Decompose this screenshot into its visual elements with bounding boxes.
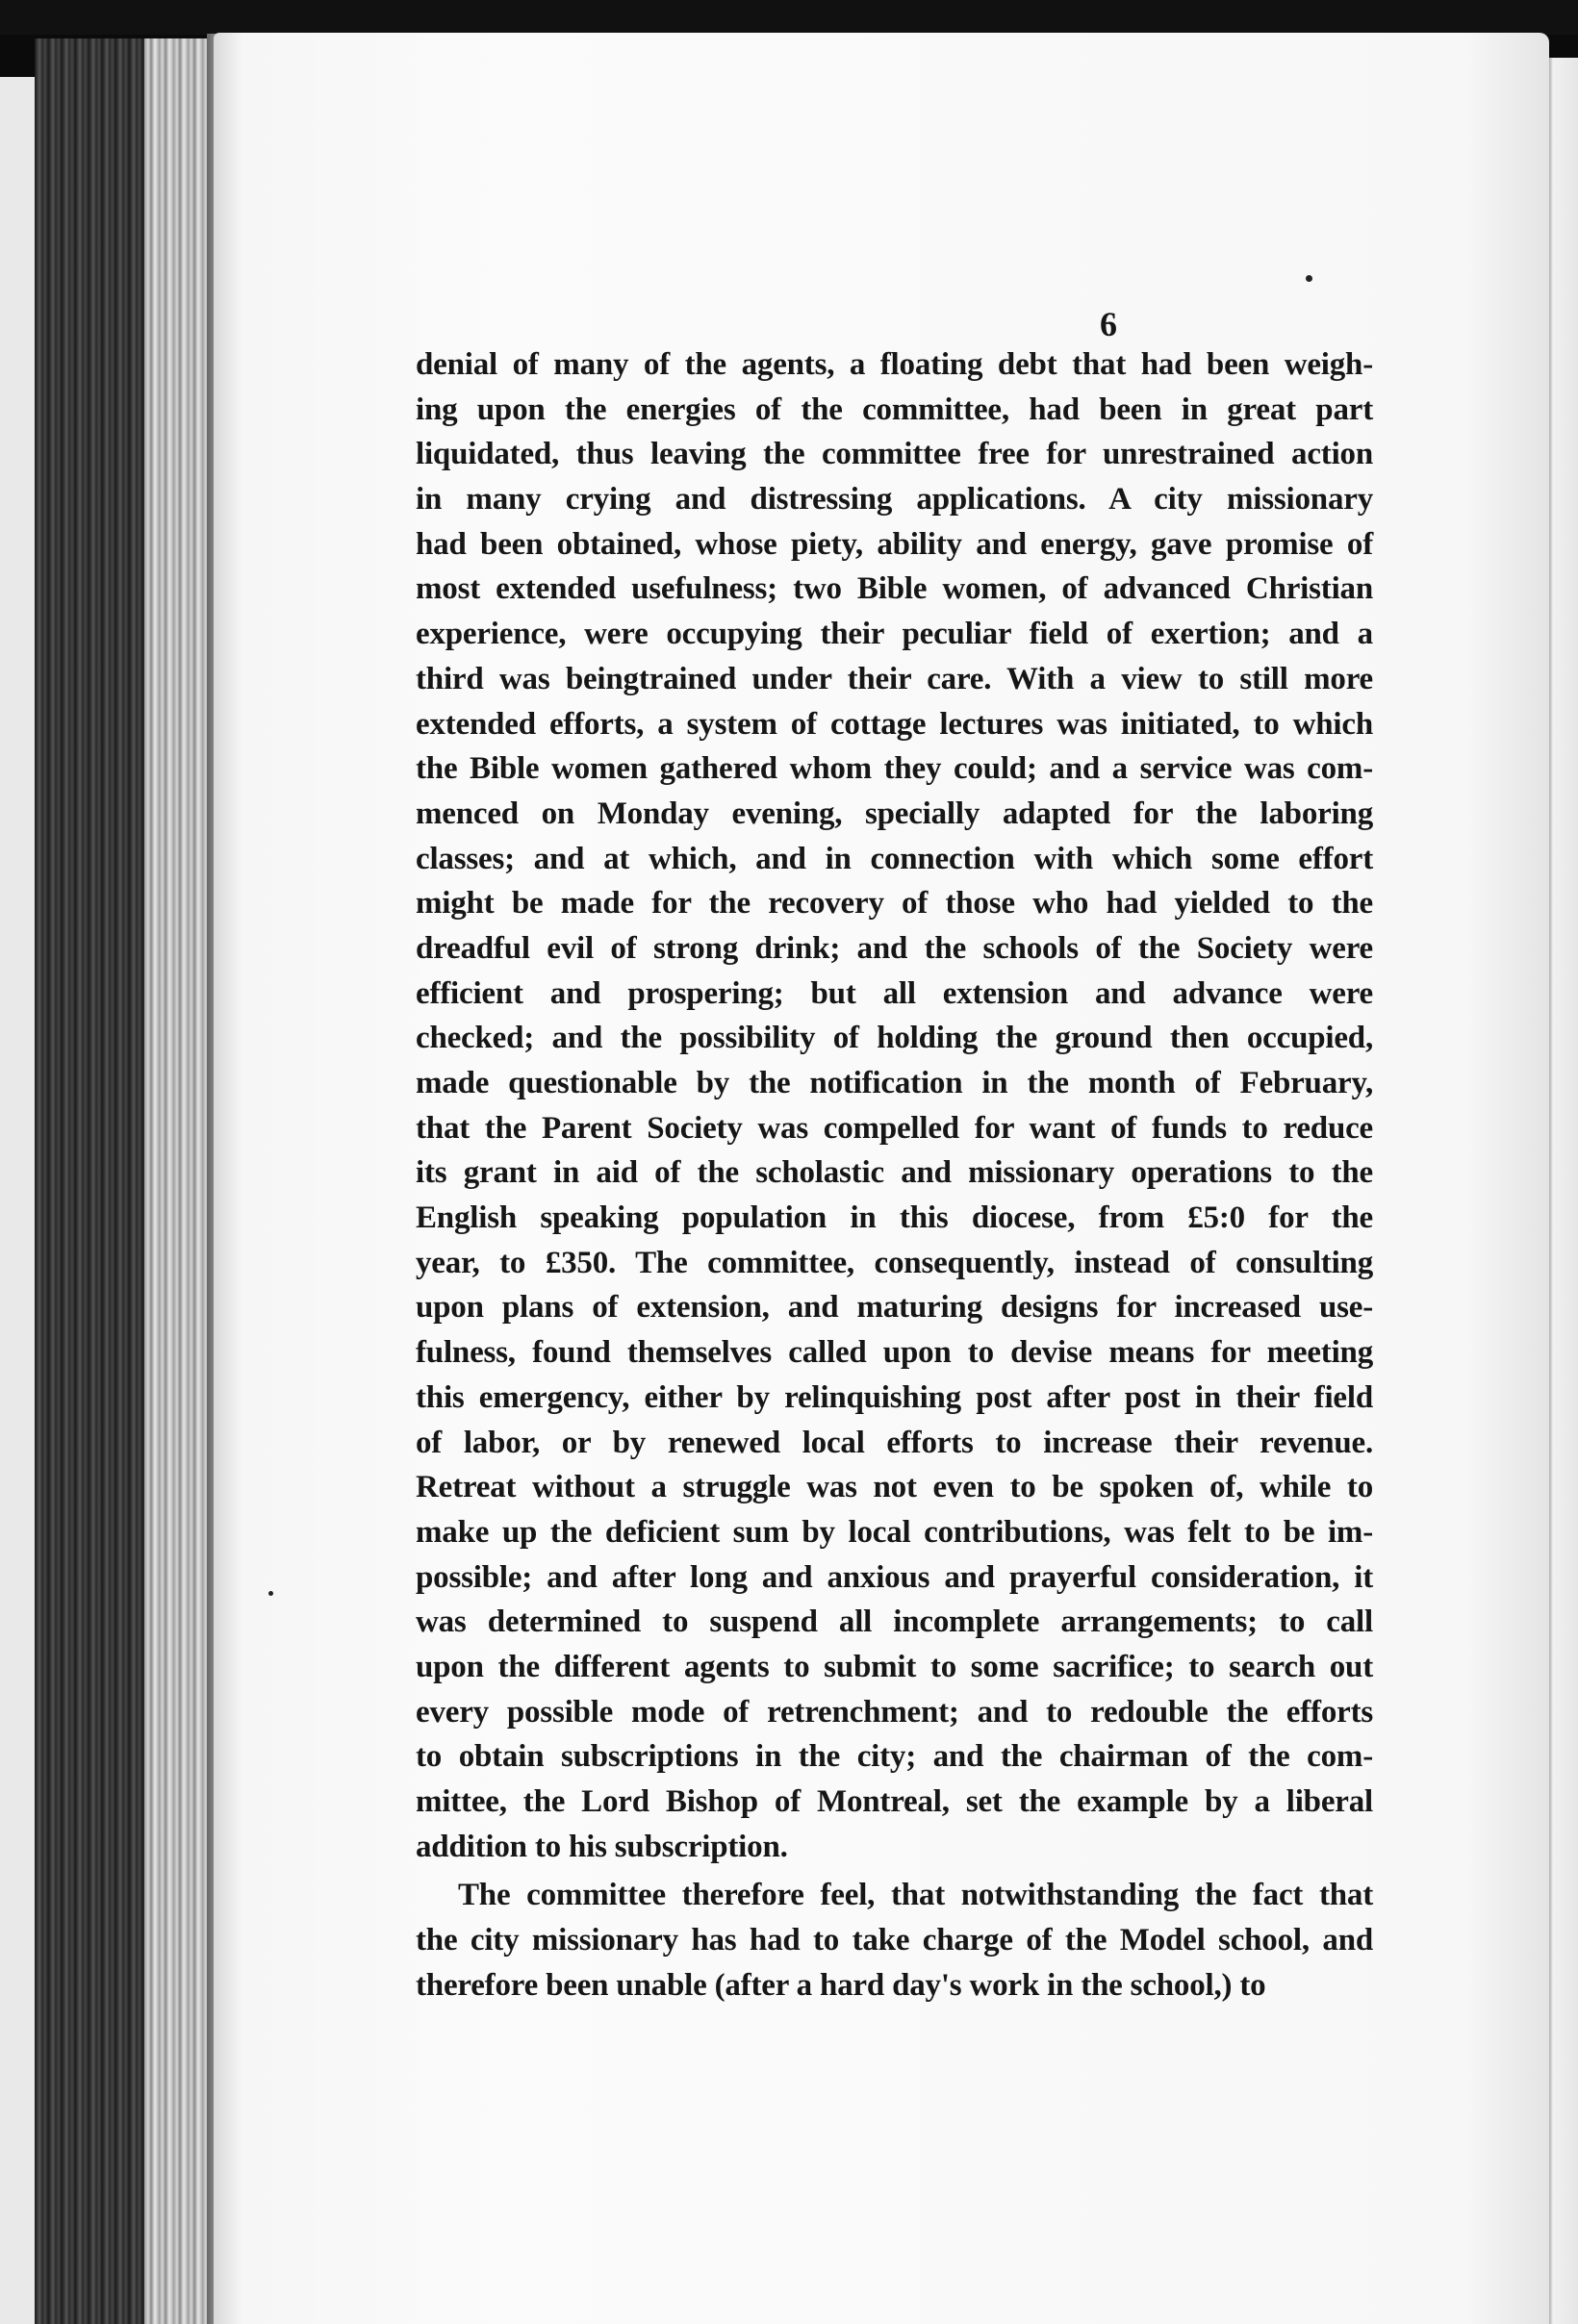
text-line: was determined to suspend all incomplete arrangements; to call <box>416 1604 1373 1640</box>
text-line: mittee, the Lord Bishop of Montreal, set the example by a liberal <box>416 1784 1373 1819</box>
ink-speck <box>1306 275 1312 282</box>
text-line: extended efforts, a system of cottage lectures was initiated, to which <box>416 706 1373 742</box>
ink-speck <box>268 1591 273 1596</box>
text-line: third was beingtrained under their care. With a view to still more <box>416 661 1373 696</box>
page-number: 6 <box>1100 305 1117 343</box>
text-line: to obtain subscriptions in the city; and the chairman of the com- <box>416 1739 1373 1775</box>
facing-page-edge <box>0 77 35 2324</box>
text-line: upon the different agents to submit to some sacrifice; to search out <box>416 1649 1373 1684</box>
text-line: in many crying and distressing applications. A city missionary <box>416 482 1373 518</box>
text-line: possible; and after long and anxious and prayerful consideration, it <box>416 1559 1373 1595</box>
text-line: efficient and prospering; but all extension and advance were <box>416 975 1373 1011</box>
scan-top-border <box>0 0 1578 35</box>
text-line: the Bible women gathered whom they could; and a service was com- <box>416 751 1373 787</box>
text-line: make up the deficient sum by local contributions, was felt to be im- <box>416 1514 1373 1550</box>
text-line: checked; and the possibility of holding the ground then occupied, <box>416 1021 1373 1056</box>
text-line: of labor, or by renewed local efforts to increase their revenue. <box>416 1425 1373 1460</box>
text-line: Retreat without a struggle was not even to be spoken of, while to <box>416 1470 1373 1505</box>
text-line: menced on Monday evening, specially adapted for the laboring <box>416 796 1373 831</box>
text-line: The committee therefore feel, that notwithstanding the fact that <box>458 1878 1373 1913</box>
text-line: English speaking population in this diocese, from £5:0 for the <box>416 1200 1373 1236</box>
book-page-edges <box>144 38 216 2324</box>
text-line: its grant in aid of the scholastic and missionary operations to the <box>416 1155 1373 1191</box>
text-line: therefore been unable (after a hard day's work in the school,) to <box>416 1967 1266 2003</box>
text-line: this emergency, either by relinquishing post after post in their field <box>416 1379 1373 1415</box>
text-line: ing upon the energies of the committee, had been in great part <box>416 392 1373 427</box>
text-line: denial of many of the agents, a floating debt that had been weigh- <box>416 347 1373 382</box>
text-line: liquidated, thus leaving the committee free for unrestrained action <box>416 437 1373 472</box>
text-line: that the Parent Society was compelled for want of funds to reduce <box>416 1110 1373 1146</box>
text-line: might be made for the recovery of those who had yielded to the <box>416 886 1373 922</box>
paragraph-1 <box>416 342 1373 1869</box>
text-line: every possible mode of retrenchment; and to redouble the efforts <box>416 1694 1373 1730</box>
text-line: the city missionary has had to take charge of the Model school, and <box>416 1923 1373 1958</box>
text-line: had been obtained, whose piety, ability and energy, gave promise of <box>416 526 1373 562</box>
paragraph-2 <box>416 1873 1373 2008</box>
text-line: classes; and at which, and in connection with which some effort <box>416 841 1373 876</box>
text-line: upon plans of extension, and maturing designs for increased use- <box>416 1290 1373 1326</box>
body-text <box>416 342 1373 2008</box>
text-line: fulness, found themselves called upon to devise means for meeting <box>416 1335 1373 1371</box>
text-line: made questionable by the notification in the month of February, <box>416 1066 1373 1100</box>
text-line: most extended usefulness; two Bible women, of advanced Christian <box>416 571 1373 607</box>
text-line: addition to his subscription. <box>416 1829 788 1864</box>
text-line: year, to £350. The committee, consequently, instead of consulting <box>416 1245 1373 1280</box>
text-line: dreadful evil of strong drink; and the schools of the Society were <box>416 930 1373 966</box>
text-line: experience, were occupying their peculiar field of exertion; and a <box>416 617 1373 652</box>
